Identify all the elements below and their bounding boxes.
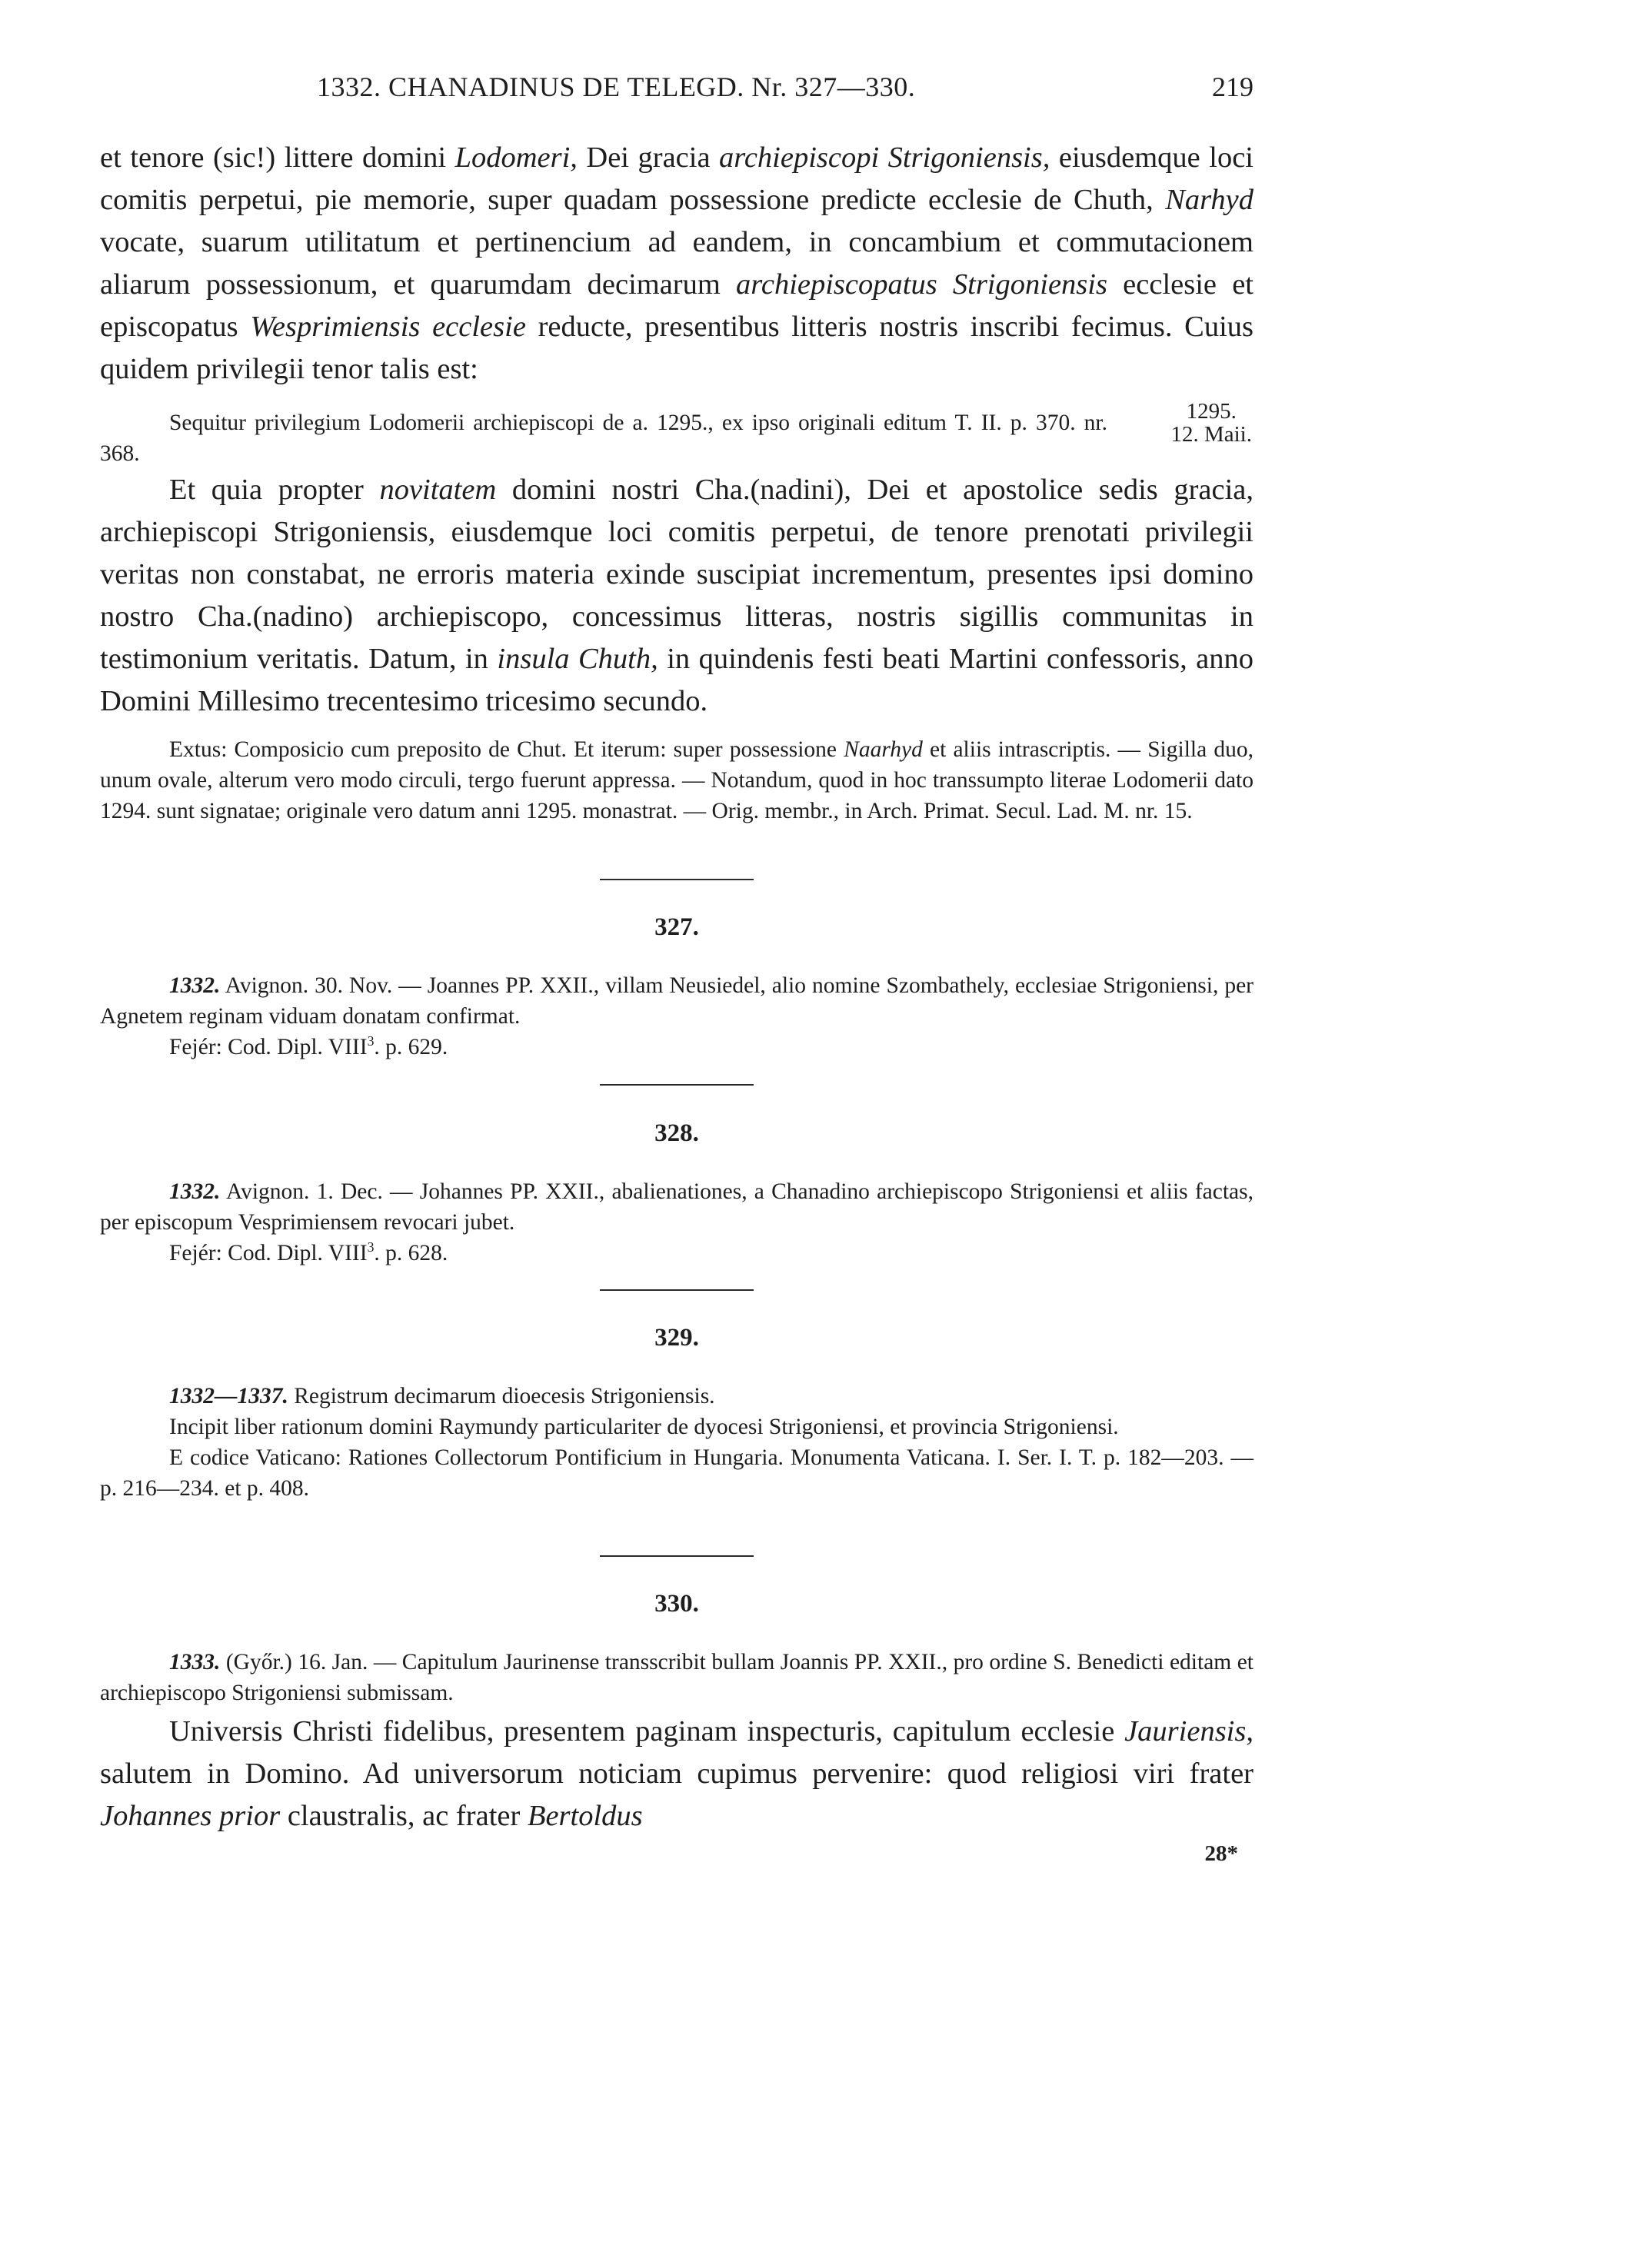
entry-329-incipit: Incipit liber rationum domini Raymundy particulariter de dyocesi Strigoniensi, et provincia Strigoniensi. xyxy=(169,1415,1119,1439)
entry-329-date: 1332—1337. xyxy=(169,1384,288,1408)
entry-329-reference: E codice Vaticano: Rationes Collectorum Pontificium in Hungaria. Monumenta Vaticana. I. Ser. I. T. p. 182—203. — p. 216—234. et p. 408. xyxy=(100,1445,1253,1501)
margin-day: 12. Maii. xyxy=(1170,422,1252,447)
italic-name: insula Chuth, xyxy=(497,643,658,675)
page-number: 219 xyxy=(1212,71,1253,102)
entry-330 xyxy=(100,1647,1253,1708)
text-run: ecclesie et episcopatus xyxy=(100,268,1253,343)
text-run: domini nostri Cha.(nadini), Dei et apostolice sedis gracia, archiepiscopi Strigoniensis, eiusdemque loci comitis perpetui, de tenore prenotati privilegii veritas non constabat, ne erroris materia exinde suscipiat incrementum, presentes ipsi domino nostro Cha.(nadino) archiepiscopo, concessimus litteras, nostris sigillis communitas in testimonium veritatis. Datum, in xyxy=(100,474,1253,675)
margin-year: 1295. xyxy=(1186,399,1237,424)
text-run: et aliis intrascriptis. — Sigilla duo, unum ovale, alterum vero modo circuli, tergo fuerunt appressa. — Notandum, quod in hoc transsumpto literae Lodomerii dato 1294. sunt signatae; originale vero datum anni 1295. monastrat. — Orig. membr., in Arch. Primat. Secul. Lad. M. nr. 15. xyxy=(100,737,1253,823)
entry-number-330: 330. xyxy=(654,1590,699,1618)
text-run: Dei gracia xyxy=(577,141,720,174)
entry-328 xyxy=(100,1176,1253,1269)
text-run: reducte, presentibus litteris nostris inscribi fecimus. Cuius quidem privilegii tenor talis est: xyxy=(100,311,1254,385)
entry-328-date: 1332. xyxy=(169,1179,221,1204)
italic-name: archiepiscopatus Strigoniensis xyxy=(736,268,1107,301)
italic-name: Narhyd xyxy=(1165,184,1253,216)
inserted-privilege-note xyxy=(100,399,1253,469)
extus-note-text xyxy=(100,734,1253,826)
margin-date xyxy=(1170,400,1252,446)
entry-number-328: 328. xyxy=(654,1119,699,1147)
italic-name: Johannes prior xyxy=(100,1800,281,1832)
header-title: 1332. CHANADINUS DE TELEGD. Nr. 327—330. xyxy=(317,71,916,102)
entry-number-329: 329. xyxy=(654,1324,699,1352)
entry-327-date: 1332. xyxy=(169,973,221,998)
section-divider xyxy=(600,879,754,880)
text-run: Universis Christi fidelibus, presentem paginam inspecturis, capitulum ecclesie xyxy=(169,1715,1125,1748)
text-run: vocate, suarum utilitatum et pertinencium ad eandem, in concambium et commutacionem aliarum possessionum, et quarumdam decimarum xyxy=(100,226,1253,301)
entry-330-date: 1333. xyxy=(169,1650,221,1674)
italic-name: Bertoldus xyxy=(527,1800,643,1832)
section-divider xyxy=(600,1555,754,1557)
italic-name: Naarhyd xyxy=(844,737,923,762)
text-run: claustralis, ac frater xyxy=(280,1800,528,1832)
charter-text-opening xyxy=(100,137,1253,391)
italic-name: Wesprimiensis ecclesie xyxy=(250,311,526,343)
italic-name: archiepiscopi Strigoniensis, xyxy=(719,141,1050,174)
section-divider xyxy=(600,1084,754,1086)
entry-328-reference: Fejér: Cod. Dipl. VIII$^3$. p. 628. xyxy=(169,1239,448,1265)
section-divider xyxy=(600,1289,754,1291)
entry-327 xyxy=(100,970,1253,1063)
privilege-note-text: Sequitur privilegium Lodomerii archiepiscopi de a. 1295., ex ipso originali editum T. II. p. 370. nr. 368. xyxy=(100,411,1107,466)
charter-text-closing xyxy=(100,469,1253,723)
paragraph-closing xyxy=(100,469,1253,723)
text-run: Et quia propter xyxy=(169,474,380,506)
text-run: salutem in Domino. Ad universorum noticiam cupimus pervenire: quod religiosi viri frater xyxy=(100,1758,1253,1790)
running-header xyxy=(100,71,1253,109)
entry-328-summary: 1332. Avignon. 1. Dec. — Johannes PP. XXII., abalienationes, a Chanadino archiepiscopo Strigoniensi et aliis factas, per episcopum Vesprimiensem revocari jubet. xyxy=(100,1179,1253,1235)
entry-330-summary: 1333. (Győr.) 16. Jan. — Capitulum Jaurinense transscribit bullam Joannis PP. XXII., pro ordine S. Benedicti editam et archiepiscopo Strigoniensi submissam. xyxy=(100,1650,1253,1705)
italic-name: Lodomeri, xyxy=(454,141,578,174)
charter-text-330 xyxy=(100,1711,1253,1837)
italic-name: Jauriensis, xyxy=(1124,1715,1253,1748)
paragraph-opening xyxy=(100,137,1253,391)
extus-note xyxy=(100,734,1253,826)
text-run: et tenore (sic!) littere domini xyxy=(100,141,455,174)
text-run: eiusdemque loci comitis perpetui, pie memorie, super quadam possessione predicte ecclesie de Chuth, xyxy=(100,141,1253,216)
italic-name: novitatem xyxy=(379,474,497,506)
entry-327-reference: Fejér: Cod. Dipl. VIII$^3$. p. 629. xyxy=(169,1033,448,1059)
text-run: Extus: Composicio cum preposito de Chut. Et iterum: super possessione xyxy=(169,737,844,762)
entry-number-327: 327. xyxy=(654,913,699,941)
text-run: in quindenis festi beati Martini confessoris, anno Domini Millesimo trecentesimo tricesimo secundo. xyxy=(100,643,1254,717)
entry-329 xyxy=(100,1381,1253,1504)
entry-329-summary: 1332—1337. Registrum decimarum dioecesis Strigoniensis. xyxy=(169,1384,715,1408)
signature-mark: 28* xyxy=(1204,1841,1238,1866)
entry-327-summary: 1332. Avignon. 30. Nov. — Joannes PP. XXII., villam Neusiedel, alio nomine Szombathely, ecclesiae Strigoniensi, per Agnetem reginam viduam donatam confirmat. xyxy=(100,973,1253,1029)
paragraph-330-opening xyxy=(100,1711,1253,1837)
